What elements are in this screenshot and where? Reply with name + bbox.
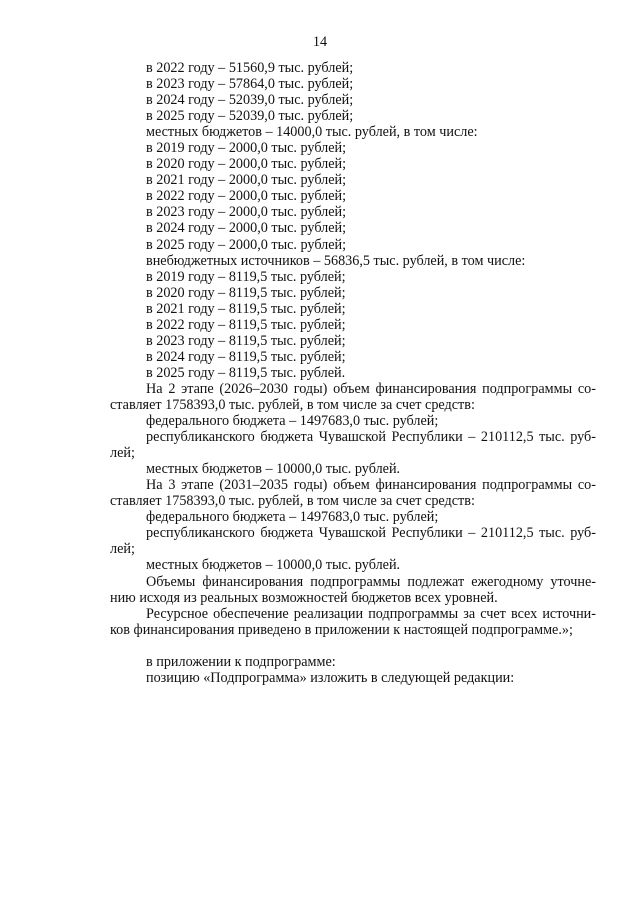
text-line: ставляет 1758393,0 тыс. рублей, в том числе за счет средств: [110, 396, 475, 413]
text-line: в 2024 году – 52039,0 тыс. рублей; [146, 92, 354, 109]
text-line: в 2020 году – 2000,0 тыс. рублей; [146, 156, 347, 173]
text-line: в 2023 году – 57864,0 тыс. рублей; [146, 76, 354, 93]
text-line: федерального бюджета – 1497683,0 тыс. рублей; [146, 413, 439, 430]
text-line: в 2019 году – 8119,5 тыс. рублей; [146, 268, 346, 285]
text-line: ставляет 1758393,0 тыс. рублей, в том числе за счет средств: [110, 493, 475, 510]
text-line: в 2019 году – 2000,0 тыс. рублей; [146, 140, 347, 157]
text-line: лей; [110, 541, 135, 558]
text-line: позицию «Подпрограмма» изложить в следующей редакции: [146, 669, 515, 686]
text-line: в 2024 году – 8119,5 тыс. рублей; [146, 348, 346, 365]
text-line: республиканского бюджета Чувашской Республики – 210112,5 тыс. руб- [146, 525, 596, 542]
text-line: внебюджетных источников – 56836,5 тыс. рублей, в том числе: [146, 252, 526, 269]
text-line: в приложении к подпрограмме: [146, 653, 336, 670]
text-line: Объемы финансирования подпрограммы подлежат ежегодному уточне- [146, 573, 596, 590]
text-line: федерального бюджета – 1497683,0 тыс. рублей; [146, 509, 439, 526]
text-line: в 2023 году – 2000,0 тыс. рублей; [146, 204, 347, 221]
text-line: местных бюджетов – 10000,0 тыс. рублей. [146, 461, 401, 478]
text-line: лей; [110, 445, 135, 462]
text-line: в 2021 году – 2000,0 тыс. рублей; [146, 172, 347, 189]
text-line: в 2023 году – 8119,5 тыс. рублей; [146, 332, 346, 349]
text-line: местных бюджетов – 10000,0 тыс. рублей. [146, 557, 401, 574]
paragraph-spacer [110, 638, 596, 654]
text-line: в 2021 году – 8119,5 тыс. рублей; [146, 300, 346, 317]
text-line: в 2025 году – 52039,0 тыс. рублей; [146, 108, 354, 125]
text-line: местных бюджетов – 14000,0 тыс. рублей, в том числе: [146, 124, 478, 141]
text-line: На 3 этапе (2031–2035 годы) объем финансирования подпрограммы со- [146, 477, 596, 494]
document-body [110, 60, 596, 686]
text-line: ков финансирования приведено в приложении к настоящей подпрограмме.»; [110, 621, 573, 638]
text-line: нию исходя из реальных возможностей бюджетов всех уровней. [110, 589, 498, 606]
text-line: в 2022 году – 51560,9 тыс. рублей; [146, 60, 354, 76]
text-line: На 2 этапе (2026–2030 годы) объем финансирования подпрограммы со- [146, 380, 596, 397]
text-line: в 2025 году – 2000,0 тыс. рублей; [146, 236, 347, 253]
text-line: в 2020 году – 8119,5 тыс. рублей; [146, 284, 346, 301]
text-line: в 2024 году – 2000,0 тыс. рублей; [146, 220, 347, 237]
page-number: 14 [312, 34, 328, 50]
text-line: республиканского бюджета Чувашской Республики – 210112,5 тыс. руб- [146, 429, 596, 446]
text-line: Ресурсное обеспечение реализации подпрограммы за счет всех источни- [146, 605, 596, 622]
text-line: в 2025 году – 8119,5 тыс. рублей. [146, 364, 346, 381]
text-line: в 2022 году – 8119,5 тыс. рублей; [146, 316, 346, 333]
text-line: в 2022 году – 2000,0 тыс. рублей; [146, 188, 347, 205]
